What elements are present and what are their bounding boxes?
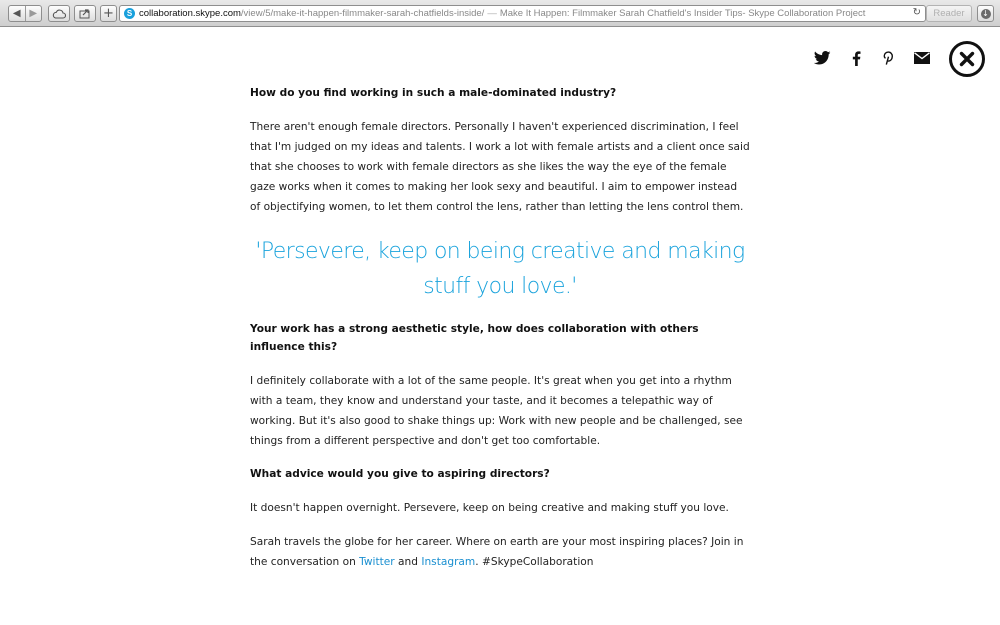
facebook-share-button[interactable] (846, 49, 866, 67)
new-tab-button[interactable] (100, 5, 117, 22)
plus-icon: + (103, 6, 114, 21)
close-icon (959, 51, 975, 67)
email-share-button[interactable] (912, 49, 932, 67)
answer-paragraph: I definitely collaborate with a lot of the same people. It's great when you get into a rhythm with a team, they know and understand your taste, and it becomes a telepathic way of working. But it's also good to shake things up: Work with new people and be challenged, see things from a different perspective and don't get too comfortable. (250, 375, 743, 447)
pinterest-icon (883, 51, 894, 65)
email-icon (914, 52, 930, 64)
skype-favicon-icon: S (124, 8, 135, 19)
question-heading: How do you find working in such a male-dominated industry? (250, 87, 617, 99)
reader-button[interactable]: Reader (926, 5, 972, 22)
article-body (250, 84, 750, 572)
closing-text: Sarah travels the globe for her career. Where on earth are your most inspiring places? Join in the conversation on (250, 536, 744, 568)
question-heading: Your work has a strong aesthetic style, how does collaboration with others influence this? (250, 323, 699, 353)
browser-toolbar (0, 0, 1000, 27)
url-domain: collaboration.skype.com (139, 8, 241, 19)
answer-paragraph: There aren't enough female directors. Personally I haven't experienced discrimination, I feel that I'm judged on my ideas and talents. I work a lot with female artists and a client once said that she chooses to work with female directors as she likes the way the eye of the female gaze works when it comes to making her look sexy and beautiful. I aim to empower instead of objectifying women, to let them control the lens, rather than letting the lens control them. (250, 121, 750, 213)
download-icon: ↓ (982, 8, 989, 18)
share-button[interactable] (74, 5, 96, 22)
share-arrow-icon (79, 8, 91, 19)
twitter-icon (814, 51, 831, 65)
page-title: Make It Happen: Filmmaker Sarah Chatfield's Insider Tips- Skype Collaboration Project (499, 8, 866, 19)
instagram-link[interactable]: Instagram (421, 556, 476, 568)
closing-text: and (394, 556, 422, 568)
address-bar[interactable] (119, 5, 926, 22)
closing-paragraph (250, 532, 750, 572)
twitter-share-button[interactable] (812, 49, 832, 67)
url-separator: — (487, 8, 497, 19)
pinterest-share-button[interactable] (878, 49, 898, 67)
icloud-tabs-button[interactable] (48, 5, 70, 22)
pull-quote: 'Persevere, keep on being creative and making stuff you love.' (255, 239, 745, 299)
close-button[interactable] (949, 41, 985, 77)
reload-icon[interactable]: ↻ (912, 7, 921, 18)
back-button[interactable]: ◀ (12, 8, 21, 19)
forward-button[interactable]: ▶ (29, 8, 38, 19)
closing-text: . #SkypeCollaboration (475, 556, 594, 568)
cloud-icon (52, 9, 66, 19)
answer-paragraph: It doesn't happen overnight. Persevere, keep on being creative and making stuff you love. (250, 502, 729, 514)
facebook-icon (852, 51, 861, 66)
downloads-button[interactable] (977, 5, 994, 22)
nav-buttons (8, 5, 42, 22)
twitter-link[interactable]: Twitter (359, 556, 395, 568)
question-heading: What advice would you give to aspiring directors? (250, 468, 550, 480)
url-path: /view/5/make-it-happen-filmmaker-sarah-chatfields-inside/ (240, 8, 485, 19)
